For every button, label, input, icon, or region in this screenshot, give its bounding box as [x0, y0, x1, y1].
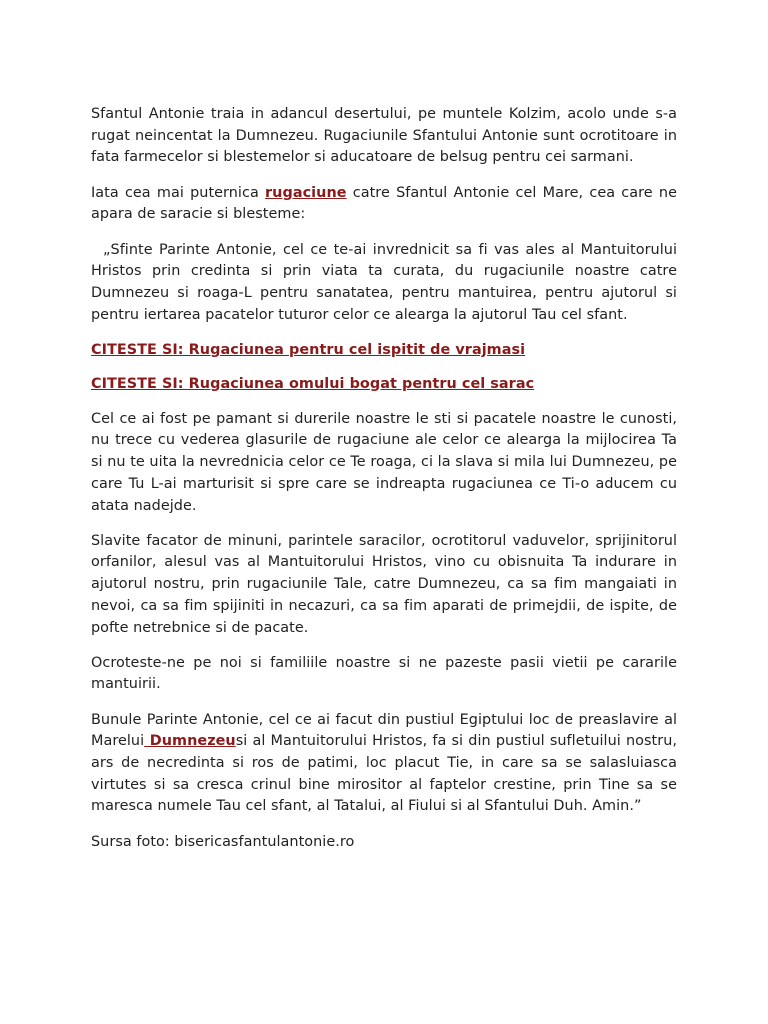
prayer-intro-paragraph [91, 183, 677, 226]
related-link-bogat[interactable]: CITESTE SI: Rugaciunea omului bogat pentru cel sarac [91, 375, 535, 392]
prayer-paragraph-2: Cel ce ai fost pe pamant si durerile noastre le sti si pacatele noastre le cunosti, nu trece cu vederea glasurile de rugaciune ale celor ce alearga la mijlocirea Ta si nu te uita la nevrednicia celor ce Te roaga, ci la slava si mila lui Dumnezeu, pe care Tu L-ai marturisit si spre care se indreapta rugaciunea ce Ti-o aducem cu atata nadejde. [91, 410, 677, 514]
rugaciune-link[interactable]: rugaciune [265, 184, 347, 201]
photo-source: Sursa foto: bisericasfantulantonie.ro [91, 833, 355, 850]
related-article-1 [91, 340, 677, 362]
prayer-p5-text-after: si al Mantuitorului Hristos, fa si din pustiul sufletuilui nostru, ars de necredinta si ros de patimi, loc placut Tie, in care sa se salasluiasca virtutes si sa cresca crinul bine mirositor al faptelor crestine, prin Tine sa se maresca numele Tau cel sfant, al Tatalui, al Fiului si al Sfantului Duh. Amin.” [91, 733, 677, 815]
prayer-p5-text-before: Bunule Parinte Antonie, cel ce ai facut din pustiul Egiptului loc de preaslavire al Marelui [91, 711, 677, 750]
prayer-paragraph-3: Slavite facator de minuni, parintele saracilor, ocrotitorul vaduvelor, sprijinitorul orfanilor, alesul vas al Mantuitorului Hristos, vino cu obisnuita Ta indurare in ajutorul nostru, prin rugaciunile Tale, catre Dumnezeu, ca sa fim mangaiati in nevoi, ca sa fim spijiniti in necazuri, ca sa fim aparati de primejdii, de ispite, de pofte netrebnice si de pacate. [91, 532, 677, 636]
dumnezeu-link[interactable]: Dumnezeu [144, 733, 236, 750]
related-link-ispitit[interactable]: CITESTE SI: Rugaciunea pentru cel ispitit de vrajmasi [91, 341, 526, 358]
intro-paragraph: Sfantul Antonie traia in adancul desertului, pe muntele Kolzim, acolo unde s-a rugat neincentat la Dumnezeu. Rugaciunile Sfantului Antonie sunt ocrotitoare in fata farmecelor si blestemelor si aducatoare de belsug pentru cei sarmani. [91, 106, 677, 166]
prayer-paragraph-4: Ocroteste-ne pe noi si familiile noastre si ne pazeste pasii vietii pe cararile mantuirii. [91, 654, 677, 693]
prayer-intro-text-before: Iata cea mai puternica [91, 184, 266, 201]
related-article-2 [91, 374, 677, 396]
article-body [91, 104, 677, 867]
prayer-paragraph-5 [91, 710, 677, 819]
prayer-intro-text-after: catre Sfantul Antonie cel Mare, cea care ne apara de saracie si blesteme: [91, 184, 677, 223]
prayer-paragraph-1: „Sfinte Parinte Antonie, cel ce te-ai invrednicit sa fi vas ales al Mantuitorului Hristos prin credinta si prin viata ta curata, du rugaciunile noastre catre Dumnezeu si roaga-L pentru sanatatea, pentru mantuirea, pentru ajutorul si pentru iertarea pacatelor tuturor celor ce alearga la ajutorul Tau cel sfant. [91, 241, 677, 323]
